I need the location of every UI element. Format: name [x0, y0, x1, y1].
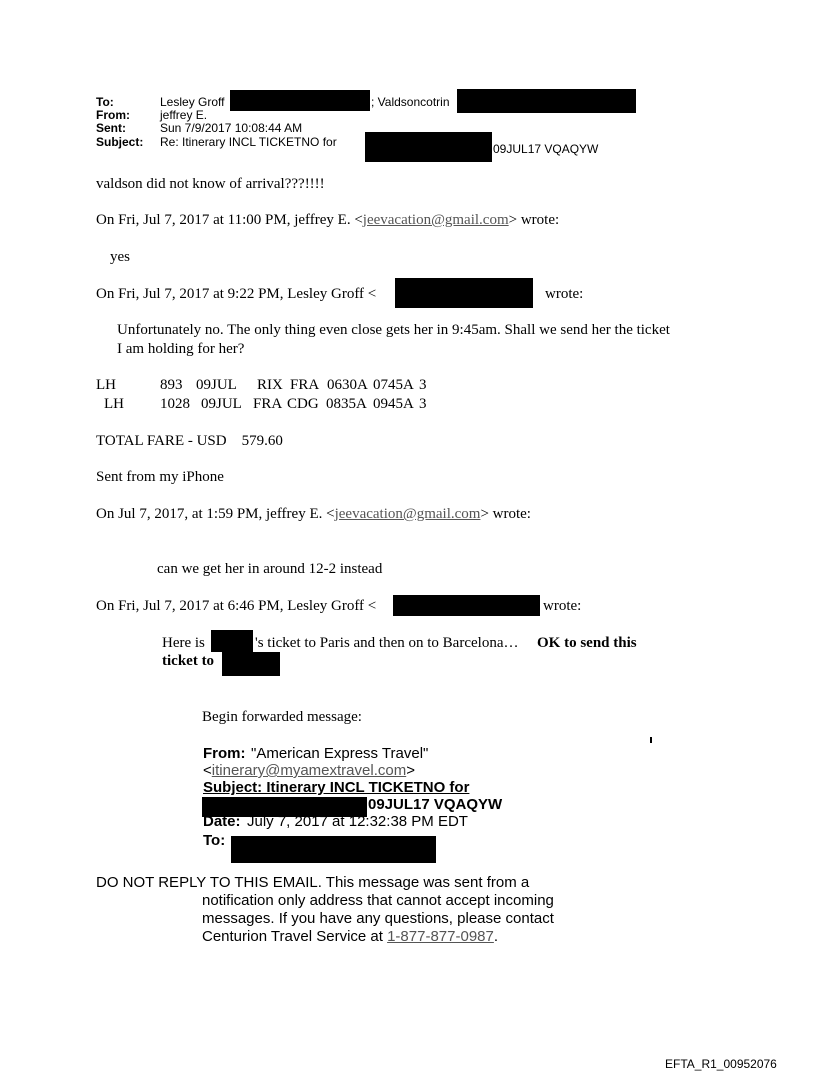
total-fare: TOTAL FARE - USD 579.60	[96, 433, 283, 449]
subject-tail: 09JUL17 VQAQYW	[493, 142, 599, 156]
flight-class: 3	[419, 377, 427, 393]
notice-text: .	[493, 928, 499, 945]
email-link[interactable]: jeevacation@gmail.com	[362, 212, 509, 228]
message-line: I am holding for her?	[117, 341, 245, 357]
message-line: can we get her in around 12-2 instead	[157, 561, 383, 577]
stray-mark	[650, 737, 652, 743]
flight-date: 09JUL	[196, 377, 237, 393]
flight-class: 3	[419, 396, 427, 412]
from-value: jeffrey E.	[160, 108, 208, 122]
quote-header	[96, 286, 376, 303]
notice-line: DO NOT REPLY TO THIS EMAIL. This message was sent from a	[96, 874, 530, 891]
redaction	[393, 595, 540, 616]
flight-destination: CDG	[287, 396, 319, 412]
to-recipient-2: ; Valdsoncotrin	[371, 95, 450, 109]
fwd-subject-tail: 09JUL17 VQAQYW	[368, 796, 503, 813]
flight-airline: LH	[96, 377, 116, 393]
redaction	[211, 630, 253, 652]
notice-line: messages. If you have any questions, please contact	[202, 910, 554, 927]
notice-text: Centurion Travel Service at	[202, 928, 388, 945]
message-line: Unfortunately no. The only thing even close gets her in 9:45am. Shall we send her the ticket	[117, 322, 670, 338]
redaction	[365, 132, 492, 162]
email-link[interactable]: jeevacation@gmail.com	[334, 506, 481, 522]
message-line: yes	[110, 249, 130, 265]
quote-header-text: On Fri, Jul 7, 2017 at 6:46 PM, Lesley Groff <	[96, 598, 377, 614]
redaction	[222, 652, 280, 676]
message-text: Here is	[162, 635, 205, 651]
quote-header	[96, 598, 376, 615]
subject-label: Subject:	[96, 135, 144, 149]
notice-line: notification only address that cannot accept incoming	[202, 892, 554, 909]
signature-line: Sent from my iPhone	[96, 469, 224, 485]
forwarded-intro: Begin forwarded message:	[202, 709, 362, 725]
quote-header-suffix: > wrote:	[508, 212, 560, 228]
flight-origin: FRA	[253, 396, 283, 412]
from-label: From:	[96, 108, 130, 122]
flight-number: 1028	[160, 396, 190, 412]
fwd-from-value: "American Express Travel"	[251, 745, 429, 762]
email-link[interactable]: itinerary@myamextravel.com	[211, 762, 407, 779]
redaction	[395, 278, 533, 308]
quote-header-suffix: > wrote:	[480, 506, 531, 522]
quote-header-suffix: wrote:	[543, 598, 582, 614]
redaction	[231, 836, 436, 863]
sent-value: Sun 7/9/2017 10:08:44 AM	[160, 121, 303, 135]
flight-destination: FRA	[290, 377, 320, 393]
quote-header	[96, 212, 559, 229]
fwd-subject-label: Subject: Itinerary INCL TICKETNO for	[203, 779, 470, 796]
quote-header-text: On Fri, Jul 7, 2017 at 11:00 PM, jeffrey E. <	[96, 212, 363, 228]
flight-arrival: 0745A	[373, 377, 414, 393]
to-label: To:	[96, 95, 114, 109]
subject-value: Re: Itinerary INCL TICKETNO for	[160, 135, 337, 149]
fwd-date-label: Date:	[203, 813, 241, 830]
message-bold-text: ticket to	[162, 653, 215, 669]
flight-arrival: 0945A	[373, 396, 414, 412]
message-line: valdson did not know of arrival???!!!!	[96, 176, 325, 192]
phone-link[interactable]: 1-877-877-0987	[387, 928, 494, 945]
quote-header	[96, 506, 531, 523]
flight-origin: RIX	[257, 377, 283, 393]
flight-departure: 0835A	[326, 396, 367, 412]
message-text: 's ticket to Paris and then on to Barcelona…	[255, 635, 519, 651]
quote-header-text: On Fri, Jul 7, 2017 at 9:22 PM, Lesley Groff <	[96, 286, 377, 302]
flight-departure: 0630A	[327, 377, 368, 393]
fwd-from-email-line: <itinerary@myamextravel.com>	[203, 762, 415, 779]
message-bold-text: OK to send this	[537, 635, 637, 651]
flight-airline: LH	[104, 396, 124, 412]
fwd-date-value: July 7, 2017 at 12:32:38 PM EDT	[247, 813, 468, 830]
notice-line	[202, 929, 498, 946]
redaction	[457, 89, 636, 113]
to-recipient-1: Lesley Groff	[160, 95, 225, 109]
flight-number: 893	[160, 377, 183, 393]
flight-date: 09JUL	[201, 396, 242, 412]
fwd-from-label: From:	[203, 745, 246, 762]
quote-header-text: On Jul 7, 2017, at 1:59 PM, jeffrey E. <	[96, 506, 335, 522]
fwd-to-label: To:	[203, 832, 226, 849]
redaction	[230, 90, 370, 111]
sent-label: Sent:	[96, 121, 126, 135]
document-id: EFTA_R1_00952076	[665, 1057, 777, 1071]
quote-header-suffix: wrote:	[545, 286, 584, 302]
